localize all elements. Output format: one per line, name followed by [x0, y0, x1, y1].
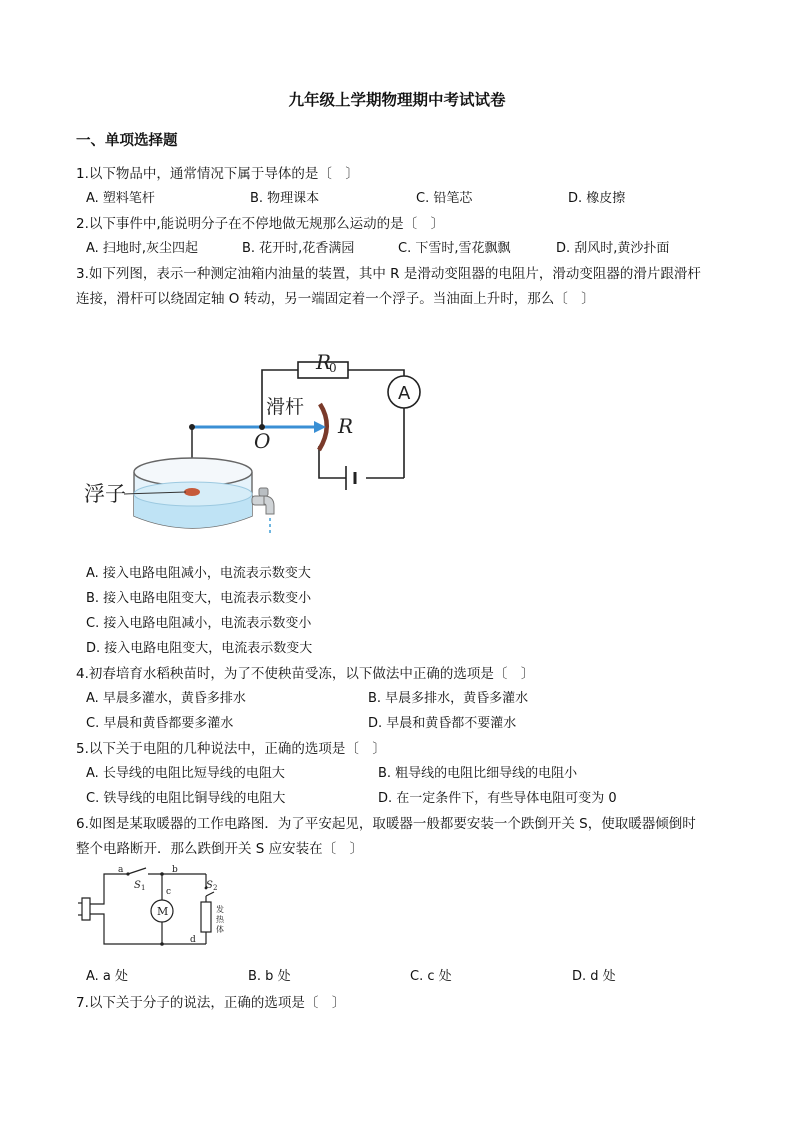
question-3-stem-line-2: 连接，滑杆可以绕固定轴 O 转动，另一端固定着一个浮子。当油面上升时，那么〔 〕 [76, 291, 595, 307]
question-3-option-a: A. 接入电路电阻减小，电流表示数变大 [86, 566, 311, 581]
question-5-option-c: C. 铁导线的电阻比铜导线的电阻大 [86, 791, 286, 806]
heater-label-2: 热 [216, 915, 224, 924]
question-2-option-b: B. 花开时,花香满园 [242, 241, 355, 256]
label-d: d [190, 935, 196, 945]
question-7-stem: 7.以下关于分子的说法，正确的选项是〔 〕 [76, 995, 346, 1011]
r0-subscript: 0 [329, 361, 337, 375]
heater-circuit-figure [76, 862, 236, 958]
pivot-label: O [254, 429, 271, 453]
section-heading: 一、单项选择题 [76, 133, 178, 149]
question-3-option-b: B. 接入电路电阻变大，电流表示数变小 [86, 591, 312, 606]
question-5-option-d: D. 在一定条件下，有些导体电阻可变为 0 [378, 791, 617, 806]
question-4-option-b: B. 早晨多排水，黄昏多灌水 [368, 691, 529, 706]
question-1-stem: 1.以下物品中，通常情况下属于导体的是〔 〕 [76, 166, 359, 182]
tap-icon [252, 488, 274, 534]
question-4-stem: 4.初春培育水稻秧苗时，为了不使秧苗受冻，以下做法中正确的选项是〔 〕 [76, 666, 535, 682]
question-4-option-c: C. 早晨和黄昏都要多灌水 [86, 716, 234, 731]
question-6-stem-line-1: 6.如图是某取暖器的工作电路图．为了平安起见，取暖器一般都要安装一个跌倒开关 S，使取暖器倾倒时 [76, 816, 696, 832]
question-2-option-a: A. 扫地时,灰尘四起 [86, 241, 199, 256]
ammeter-label: A [398, 383, 411, 404]
question-2-option-c: C. 下雪时,雪花飘飘 [398, 241, 511, 256]
question-6-option-c: C. c 处 [410, 969, 452, 984]
heater-label-1: 发 [216, 905, 224, 914]
label-b: b [172, 865, 178, 875]
label-s2: S [206, 880, 213, 891]
label-c: c [166, 887, 172, 897]
label-s2-subscript: 2 [213, 884, 218, 892]
question-1-option-d: D. 橡皮擦 [568, 191, 626, 206]
page-title: 九年级上学期物理期中考试试卷 [288, 91, 506, 109]
question-6-stem-line-2: 整个电路断开．那么跌倒开关 S 应安装在〔 〕 [76, 841, 364, 857]
label-s1: S [134, 880, 141, 891]
question-6-option-d: D. d 处 [572, 969, 616, 984]
float-icon [184, 488, 200, 496]
oil-gauge-figure [76, 320, 436, 546]
question-1-option-b: B. 物理课本 [250, 191, 320, 206]
heater-label-3: 体 [216, 925, 224, 934]
question-5-option-a: A. 长导线的电阻比短导线的电阻大 [86, 766, 285, 781]
question-1-option-c: C. 铅笔芯 [416, 191, 473, 206]
question-1-option-a: A. 塑料笔杆 [86, 191, 155, 206]
float-label: 浮子 [84, 482, 126, 506]
question-6-option-a: A. a 处 [86, 969, 129, 984]
question-5-option-b: B. 粗导线的电阻比细导线的电阻小 [378, 766, 578, 781]
question-4-option-a: A. 早晨多灌水，黄昏多排水 [86, 691, 246, 706]
lever-label: 滑杆 [266, 396, 305, 418]
question-2-option-d: D. 刮风时,黄沙扑面 [556, 241, 670, 256]
question-2-stem: 2.以下事件中,能说明分子在不停地做无规那么运动的是〔 〕 [76, 216, 445, 232]
motor-label: M [157, 905, 169, 918]
question-5-stem: 5.以下关于电阻的几种说法中，正确的选项是〔 〕 [76, 741, 386, 757]
r0-label: R [316, 350, 332, 374]
question-3-stem-line-1: 3.如下列图，表示一种测定油箱内油量的装置，其中 R 是滑动变阻器的电阻片，滑动变阻器的滑片跟滑杆 [76, 266, 701, 282]
heater-element [201, 902, 211, 932]
question-3-option-d: D. 接入电路电阻变大，电流表示数变大 [86, 641, 313, 656]
question-4-option-d: D. 早晨和黄昏都不要灌水 [368, 716, 517, 731]
question-6-option-b: B. b 处 [248, 969, 291, 984]
question-3-option-c: C. 接入电路电阻减小，电流表示数变小 [86, 616, 312, 631]
resistor-r-label: R [338, 414, 354, 438]
label-a: a [118, 865, 124, 875]
label-s1-subscript: 1 [141, 884, 146, 892]
